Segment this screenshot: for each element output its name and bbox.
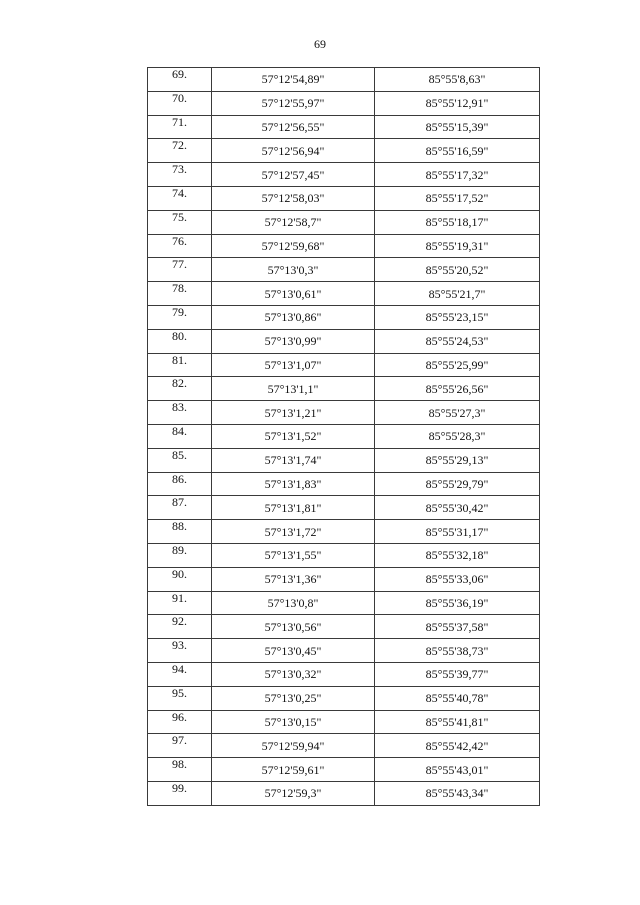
point-number-cell: 91. [148,591,212,615]
table-row [148,520,540,544]
point-number-cell: 99. [148,781,212,805]
longitude-cell: 85°55'42,42" [375,734,540,758]
latitude-cell: 57°13'0,15" [212,710,375,734]
latitude-cell: 57°13'0,45" [212,639,375,663]
latitude-cell: 57°12'55,97" [212,91,375,115]
table-row [148,781,540,805]
latitude-cell: 57°13'1,07" [212,353,375,377]
longitude-cell: 85°55'29,13" [375,448,540,472]
point-number-cell: 83. [148,401,212,425]
table-row [148,496,540,520]
point-number-cell: 98. [148,758,212,782]
point-number-cell: 96. [148,710,212,734]
longitude-cell: 85°55'40,78" [375,686,540,710]
longitude-cell: 85°55'26,56" [375,377,540,401]
latitude-cell: 57°13'0,61" [212,282,375,306]
latitude-cell: 57°13'0,99" [212,329,375,353]
point-number-cell: 87. [148,496,212,520]
latitude-cell: 57°13'0,25" [212,686,375,710]
page-number: 69 [314,37,326,51]
longitude-cell: 85°55'8,63" [375,68,540,92]
table-row [148,543,540,567]
point-number-cell: 80. [148,329,212,353]
point-number-cell: 75. [148,210,212,234]
latitude-cell: 57°13'1,74" [212,448,375,472]
point-number-cell: 69. [148,68,212,92]
point-number-cell: 86. [148,472,212,496]
point-number-cell: 78. [148,282,212,306]
latitude-cell: 57°13'0,86" [212,305,375,329]
point-number-cell: 71. [148,115,212,139]
longitude-cell: 85°55'17,52" [375,186,540,210]
table-row [148,377,540,401]
point-number-cell: 88. [148,520,212,544]
point-number-cell: 76. [148,234,212,258]
latitude-cell: 57°13'0,56" [212,615,375,639]
table-row [148,472,540,496]
longitude-cell: 85°55'36,19" [375,591,540,615]
point-number-cell: 74. [148,186,212,210]
point-number-cell: 70. [148,91,212,115]
table-row [148,91,540,115]
table-row [148,210,540,234]
latitude-cell: 57°13'1,55" [212,543,375,567]
table-row [148,115,540,139]
point-number-cell: 97. [148,734,212,758]
latitude-cell: 57°13'0,32" [212,662,375,686]
point-number-cell: 73. [148,163,212,187]
latitude-cell: 57°12'59,61" [212,758,375,782]
table-row [148,329,540,353]
table-row [148,686,540,710]
longitude-cell: 85°55'18,17" [375,210,540,234]
table-row [148,282,540,306]
table-row [148,734,540,758]
table-row [148,567,540,591]
longitude-cell: 85°55'21,7" [375,282,540,306]
longitude-cell: 85°55'38,73" [375,639,540,663]
longitude-cell: 85°55'29,79" [375,472,540,496]
table-row [148,710,540,734]
table-row [148,615,540,639]
longitude-cell: 85°55'28,3" [375,424,540,448]
longitude-cell: 85°55'37,58" [375,615,540,639]
table-row [148,424,540,448]
table-row [148,591,540,615]
table-row [148,163,540,187]
latitude-cell: 57°13'1,72" [212,520,375,544]
coordinates-table-body [148,68,540,806]
latitude-cell: 57°13'1,83" [212,472,375,496]
longitude-cell: 85°55'15,39" [375,115,540,139]
longitude-cell: 85°55'19,31" [375,234,540,258]
table-row [148,401,540,425]
table-row [148,139,540,163]
latitude-cell: 57°12'59,94" [212,734,375,758]
latitude-cell: 57°12'59,3" [212,781,375,805]
table-row [148,448,540,472]
point-number-cell: 95. [148,686,212,710]
longitude-cell: 85°55'30,42" [375,496,540,520]
point-number-cell: 84. [148,424,212,448]
point-number-cell: 94. [148,662,212,686]
point-number-cell: 79. [148,305,212,329]
table-row [148,234,540,258]
point-number-cell: 77. [148,258,212,282]
longitude-cell: 85°55'20,52" [375,258,540,282]
point-number-cell: 81. [148,353,212,377]
longitude-cell: 85°55'12,91" [375,91,540,115]
latitude-cell: 57°13'1,36" [212,567,375,591]
longitude-cell: 85°55'43,01" [375,758,540,782]
latitude-cell: 57°12'56,94" [212,139,375,163]
longitude-cell: 85°55'41,81" [375,710,540,734]
table-row [148,68,540,92]
latitude-cell: 57°12'57,45" [212,163,375,187]
longitude-cell: 85°55'24,53" [375,329,540,353]
latitude-cell: 57°13'1,21" [212,401,375,425]
latitude-cell: 57°13'1,81" [212,496,375,520]
point-number-cell: 93. [148,639,212,663]
latitude-cell: 57°13'0,8" [212,591,375,615]
latitude-cell: 57°12'59,68" [212,234,375,258]
longitude-cell: 85°55'43,34" [375,781,540,805]
latitude-cell: 57°12'54,89" [212,68,375,92]
longitude-cell: 85°55'33,06" [375,567,540,591]
point-number-cell: 82. [148,377,212,401]
table-row [148,353,540,377]
longitude-cell: 85°55'32,18" [375,543,540,567]
latitude-cell: 57°12'58,03" [212,186,375,210]
latitude-cell: 57°12'58,7" [212,210,375,234]
longitude-cell: 85°55'16,59" [375,139,540,163]
table-row [148,305,540,329]
longitude-cell: 85°55'31,17" [375,520,540,544]
longitude-cell: 85°55'39,77" [375,662,540,686]
table-row [148,639,540,663]
longitude-cell: 85°55'25,99" [375,353,540,377]
latitude-cell: 57°13'1,52" [212,424,375,448]
table-row [148,258,540,282]
table-row [148,186,540,210]
point-number-cell: 85. [148,448,212,472]
point-number-cell: 92. [148,615,212,639]
longitude-cell: 85°55'23,15" [375,305,540,329]
coordinates-table [147,67,540,806]
point-number-cell: 72. [148,139,212,163]
table-row [148,662,540,686]
longitude-cell: 85°55'17,32" [375,163,540,187]
latitude-cell: 57°12'56,55" [212,115,375,139]
longitude-cell: 85°55'27,3" [375,401,540,425]
point-number-cell: 90. [148,567,212,591]
point-number-cell: 89. [148,543,212,567]
latitude-cell: 57°13'1,1" [212,377,375,401]
latitude-cell: 57°13'0,3" [212,258,375,282]
table-row [148,758,540,782]
